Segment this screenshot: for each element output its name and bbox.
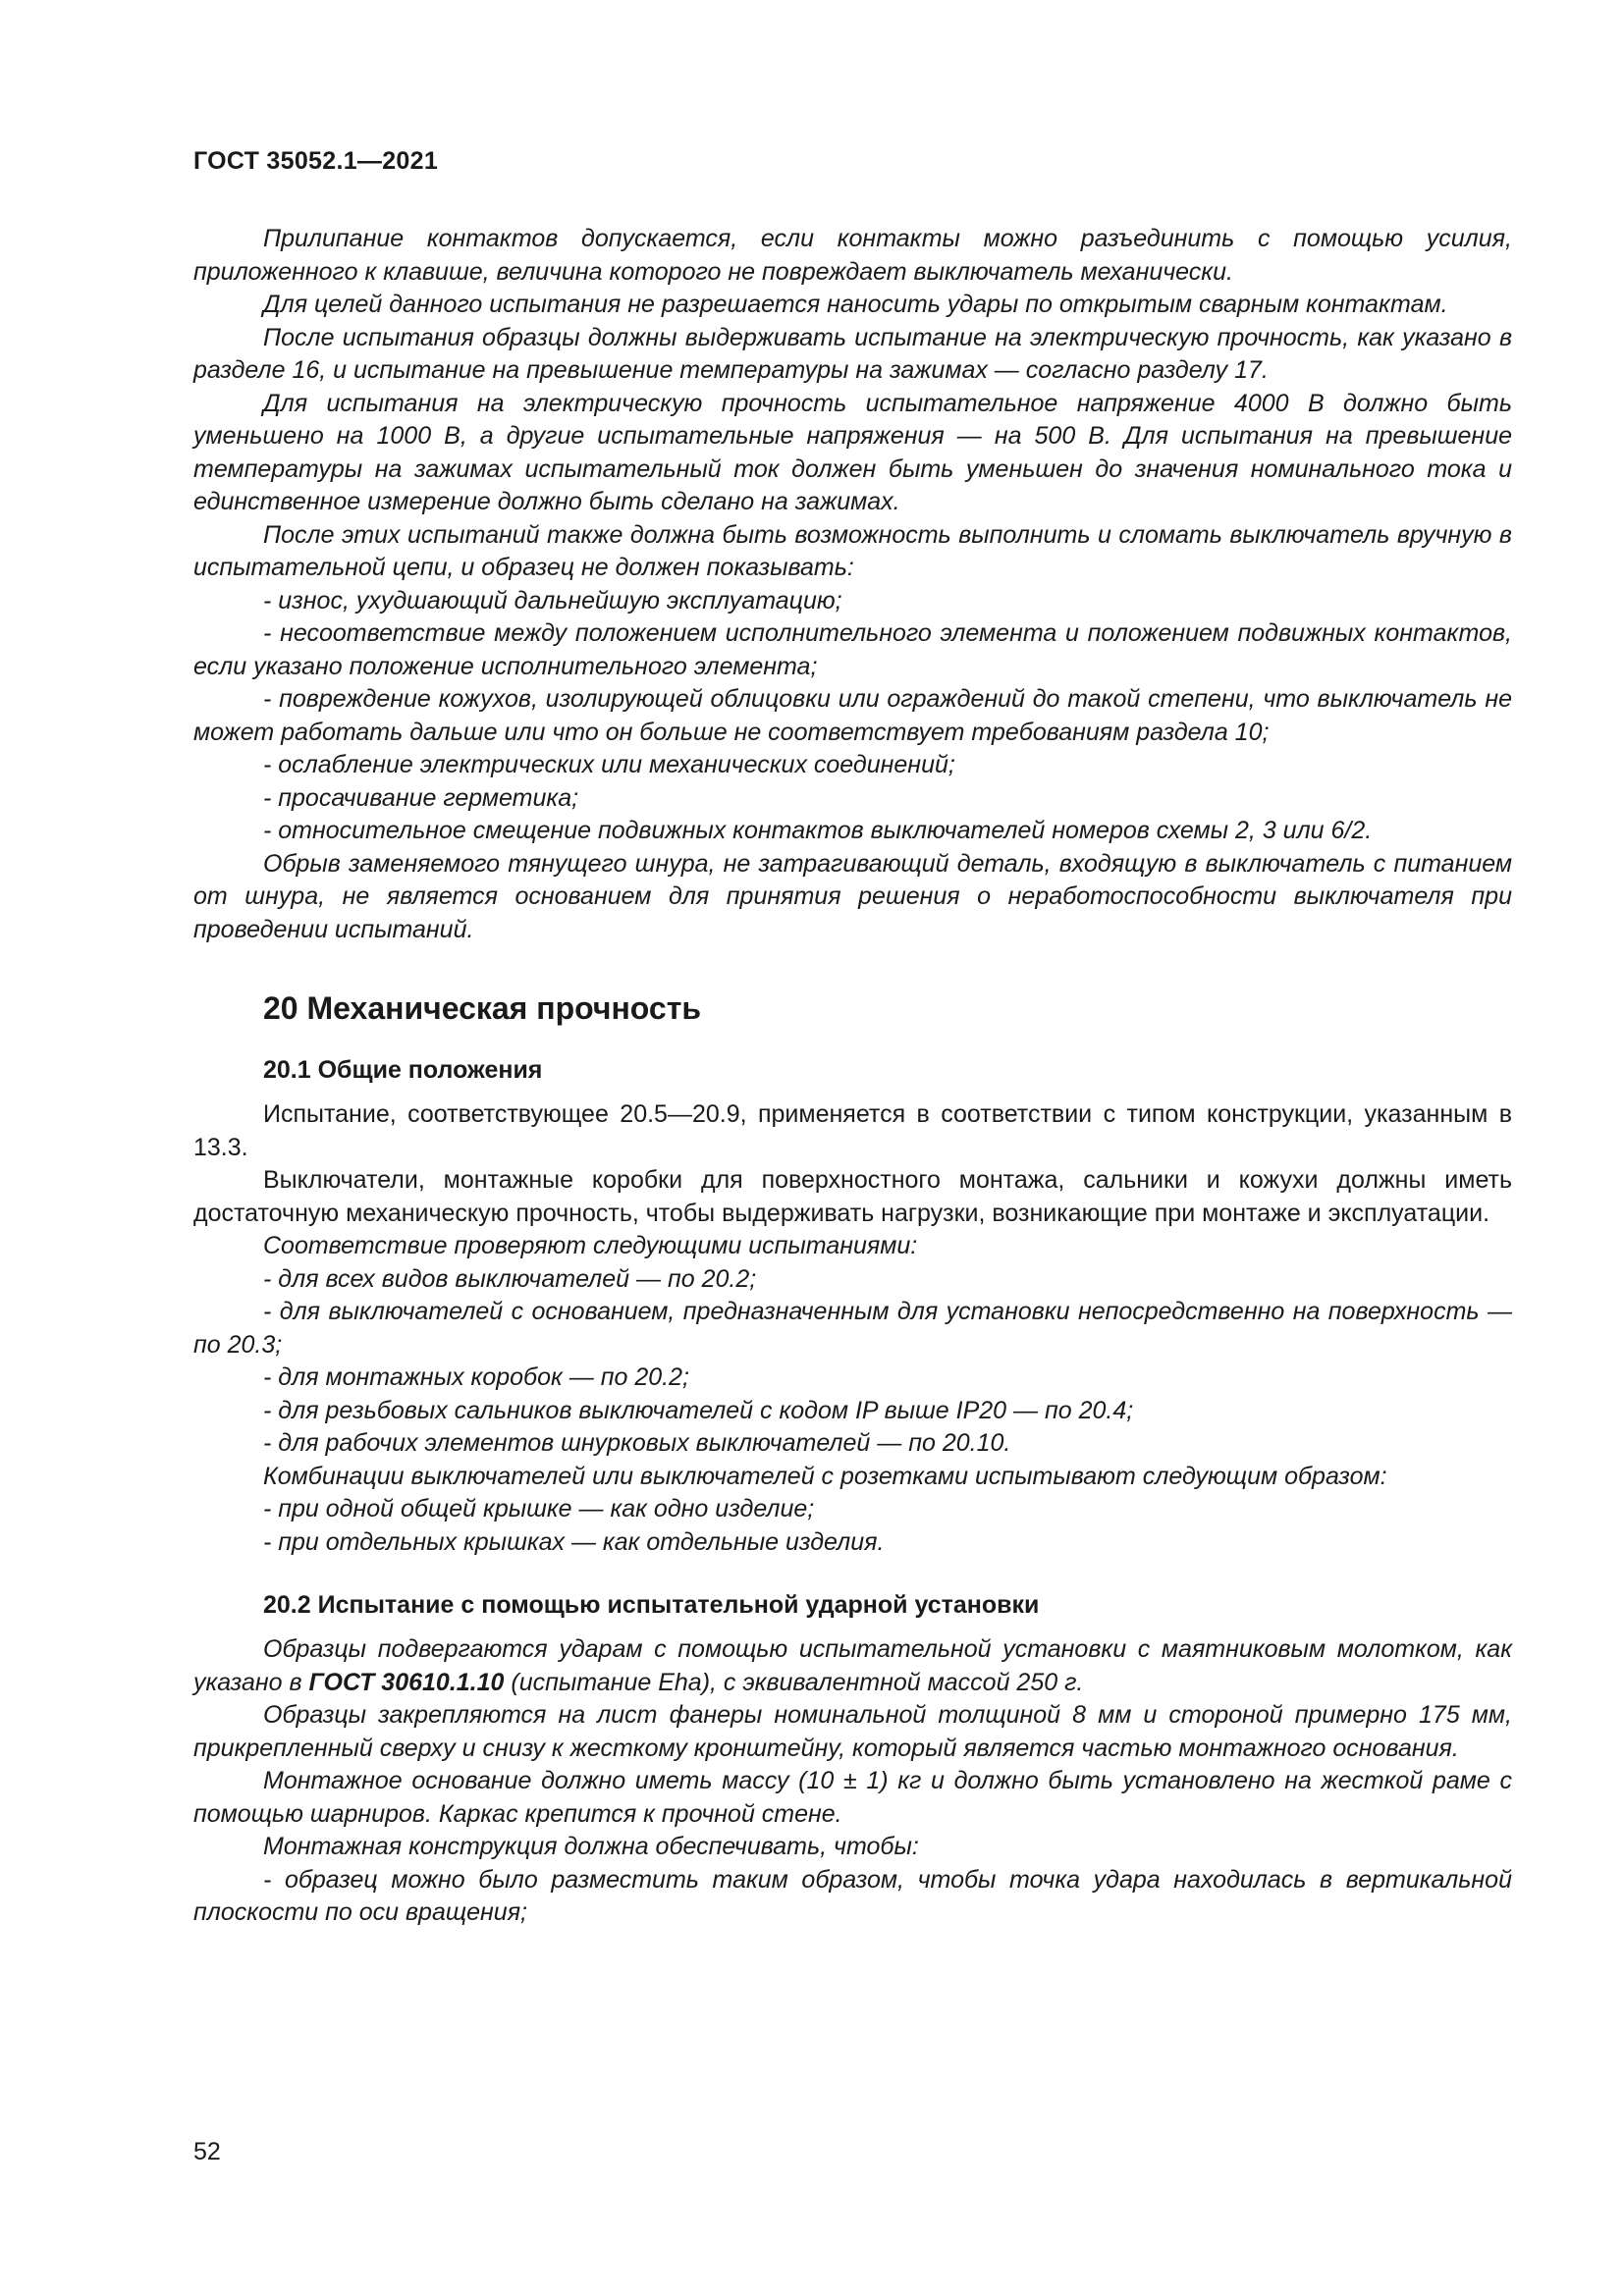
- paragraph: Соответствие проверяют следующими испытаниями:: [263, 1232, 918, 1259]
- paragraph: Выключатели, монтажные коробки для поверхностного монтажа, сальники и кожухи должны иметь достаточную механическую прочность, чтобы выдерживать нагрузки, возникающие при монтаже и эксплуатации.: [193, 1166, 1512, 1227]
- list-item: - износ, ухудшающий дальнейшую эксплуатацию;: [263, 586, 842, 614]
- list-item: - относительное смещение подвижных контактов выключателей номеров схемы 2, 3 или 6/2.: [263, 817, 1373, 844]
- paragraph: Для целей данного испытания не разрешается наносить удары по открытым сварным контактам.: [263, 291, 1448, 318]
- list-item: - образец можно было разместить таким образом, чтобы точка удара находилась в вертикальной плоскости по оси вращения;: [193, 1865, 1512, 1926]
- standard-reference: ГОСТ 30610.1.10: [308, 1668, 505, 1696]
- paragraph: Образцы закрепляются на лист фанеры номинальной толщиной 8 мм и стороной примерно 175 мм, прикрепленный сверху и снизу к жесткому кронштейну, который является частью монтажного основания.: [193, 1701, 1512, 1762]
- paragraph: Монтажная конструкция должна обеспечивать, чтобы:: [263, 1833, 919, 1860]
- list-item: - просачивание герметика;: [263, 783, 579, 812]
- list-item: - при отдельных крышках — как отдельные изделия.: [263, 1527, 885, 1556]
- paragraph: После этих испытаний также должна быть возможность выполнить и сломать выключатель вручную в испытательной цепи, и образец не должен показывать:: [193, 520, 1512, 581]
- paragraph: Для испытания на электрическую прочность испытательное напряжение 4000 В должно быть уменьшено на 1000 В, а другие испытательные напряжения — на 500 В. Для испытания на превышение температуры на зажимах испытательный ток должен быть уменьшен до значения номинального тока и единственное измерение должно быть сделано на зажимах.: [193, 389, 1512, 515]
- list-item: - для монтажных коробок — по 20.2;: [263, 1363, 689, 1391]
- list-item: - ослабление электрических или механических соединений;: [263, 751, 955, 778]
- list-item: - при одной общей крышке — как одно изделие;: [263, 1495, 815, 1522]
- paragraph: Испытание, соответствующее 20.5—20.9, применяется в соответствии с типом конструкции, указанным в 13.3.: [193, 1100, 1512, 1161]
- section-heading: 20 Механическая прочность: [263, 990, 702, 1026]
- paragraph: Обрыв заменяемого тянущего шнура, не затрагивающий деталь, входящую в выключатель с питанием от шнура, не является основанием для принятия решения о неработоспособности выключателя при проведении испытаний.: [193, 849, 1512, 943]
- paragraph-text: (испытание Eha), с эквивалентной массой 250 г.: [504, 1668, 1084, 1696]
- page-number: 52: [193, 2138, 221, 2165]
- list-item: - для резьбовых сальников выключателей с кодом IP выше IP20 — по 20.4;: [263, 1396, 1134, 1424]
- document-header: ГОСТ 35052.1—2021: [193, 147, 439, 175]
- list-item: - повреждение кожухов, изолирующей облицовки или ограждений до такой степени, что выключатель не может работать дальше или что он больше не соответствует требованиям раздела 10;: [193, 685, 1512, 746]
- list-item: - для всех видов выключателей — по 20.2;: [263, 1264, 757, 1293]
- paragraph: После испытания образцы должны выдерживать испытание на электрическую прочность, как указано в разделе 16, и испытание на превышение температуры на зажимах — согласно разделу 17.: [193, 323, 1512, 384]
- subsection-heading: 20.2 Испытание с помощью испытательной ударной установки: [263, 1591, 1040, 1619]
- list-item: - несоответствие между положением исполнительного элемента и положением подвижных контактов, если указано положение исполнительного элемента;: [193, 619, 1512, 680]
- paragraph: Комбинации выключателей или выключателей с розетками испытывают следующим образом:: [263, 1462, 1387, 1490]
- document-body: [193, 223, 1512, 1930]
- paragraph: Прилипание контактов допускается, если контакты можно разъединить с помощью усилия, приложенного к клавише, величина которого не повреждает выключатель механически.: [193, 225, 1512, 286]
- paragraph: [193, 1633, 1512, 1699]
- list-item: - для рабочих элементов шнурковых выключателей — по 20.10.: [263, 1429, 1011, 1457]
- paragraph: Монтажное основание должно иметь массу (10 ± 1) кг и должно быть установлено на жесткой раме с помощью шарниров. Каркас крепится к прочной стене.: [193, 1767, 1512, 1828]
- paragraph-text: Образцы подвергаются ударам с помощью испытательной установки с маятниковым молотком, как указано в: [193, 1635, 1512, 1696]
- subsection-heading: 20.1 Общие положения: [263, 1056, 543, 1084]
- list-item: - для выключателей с основанием, предназначенным для установки непосредственно на поверхность — по 20.3;: [193, 1298, 1512, 1359]
